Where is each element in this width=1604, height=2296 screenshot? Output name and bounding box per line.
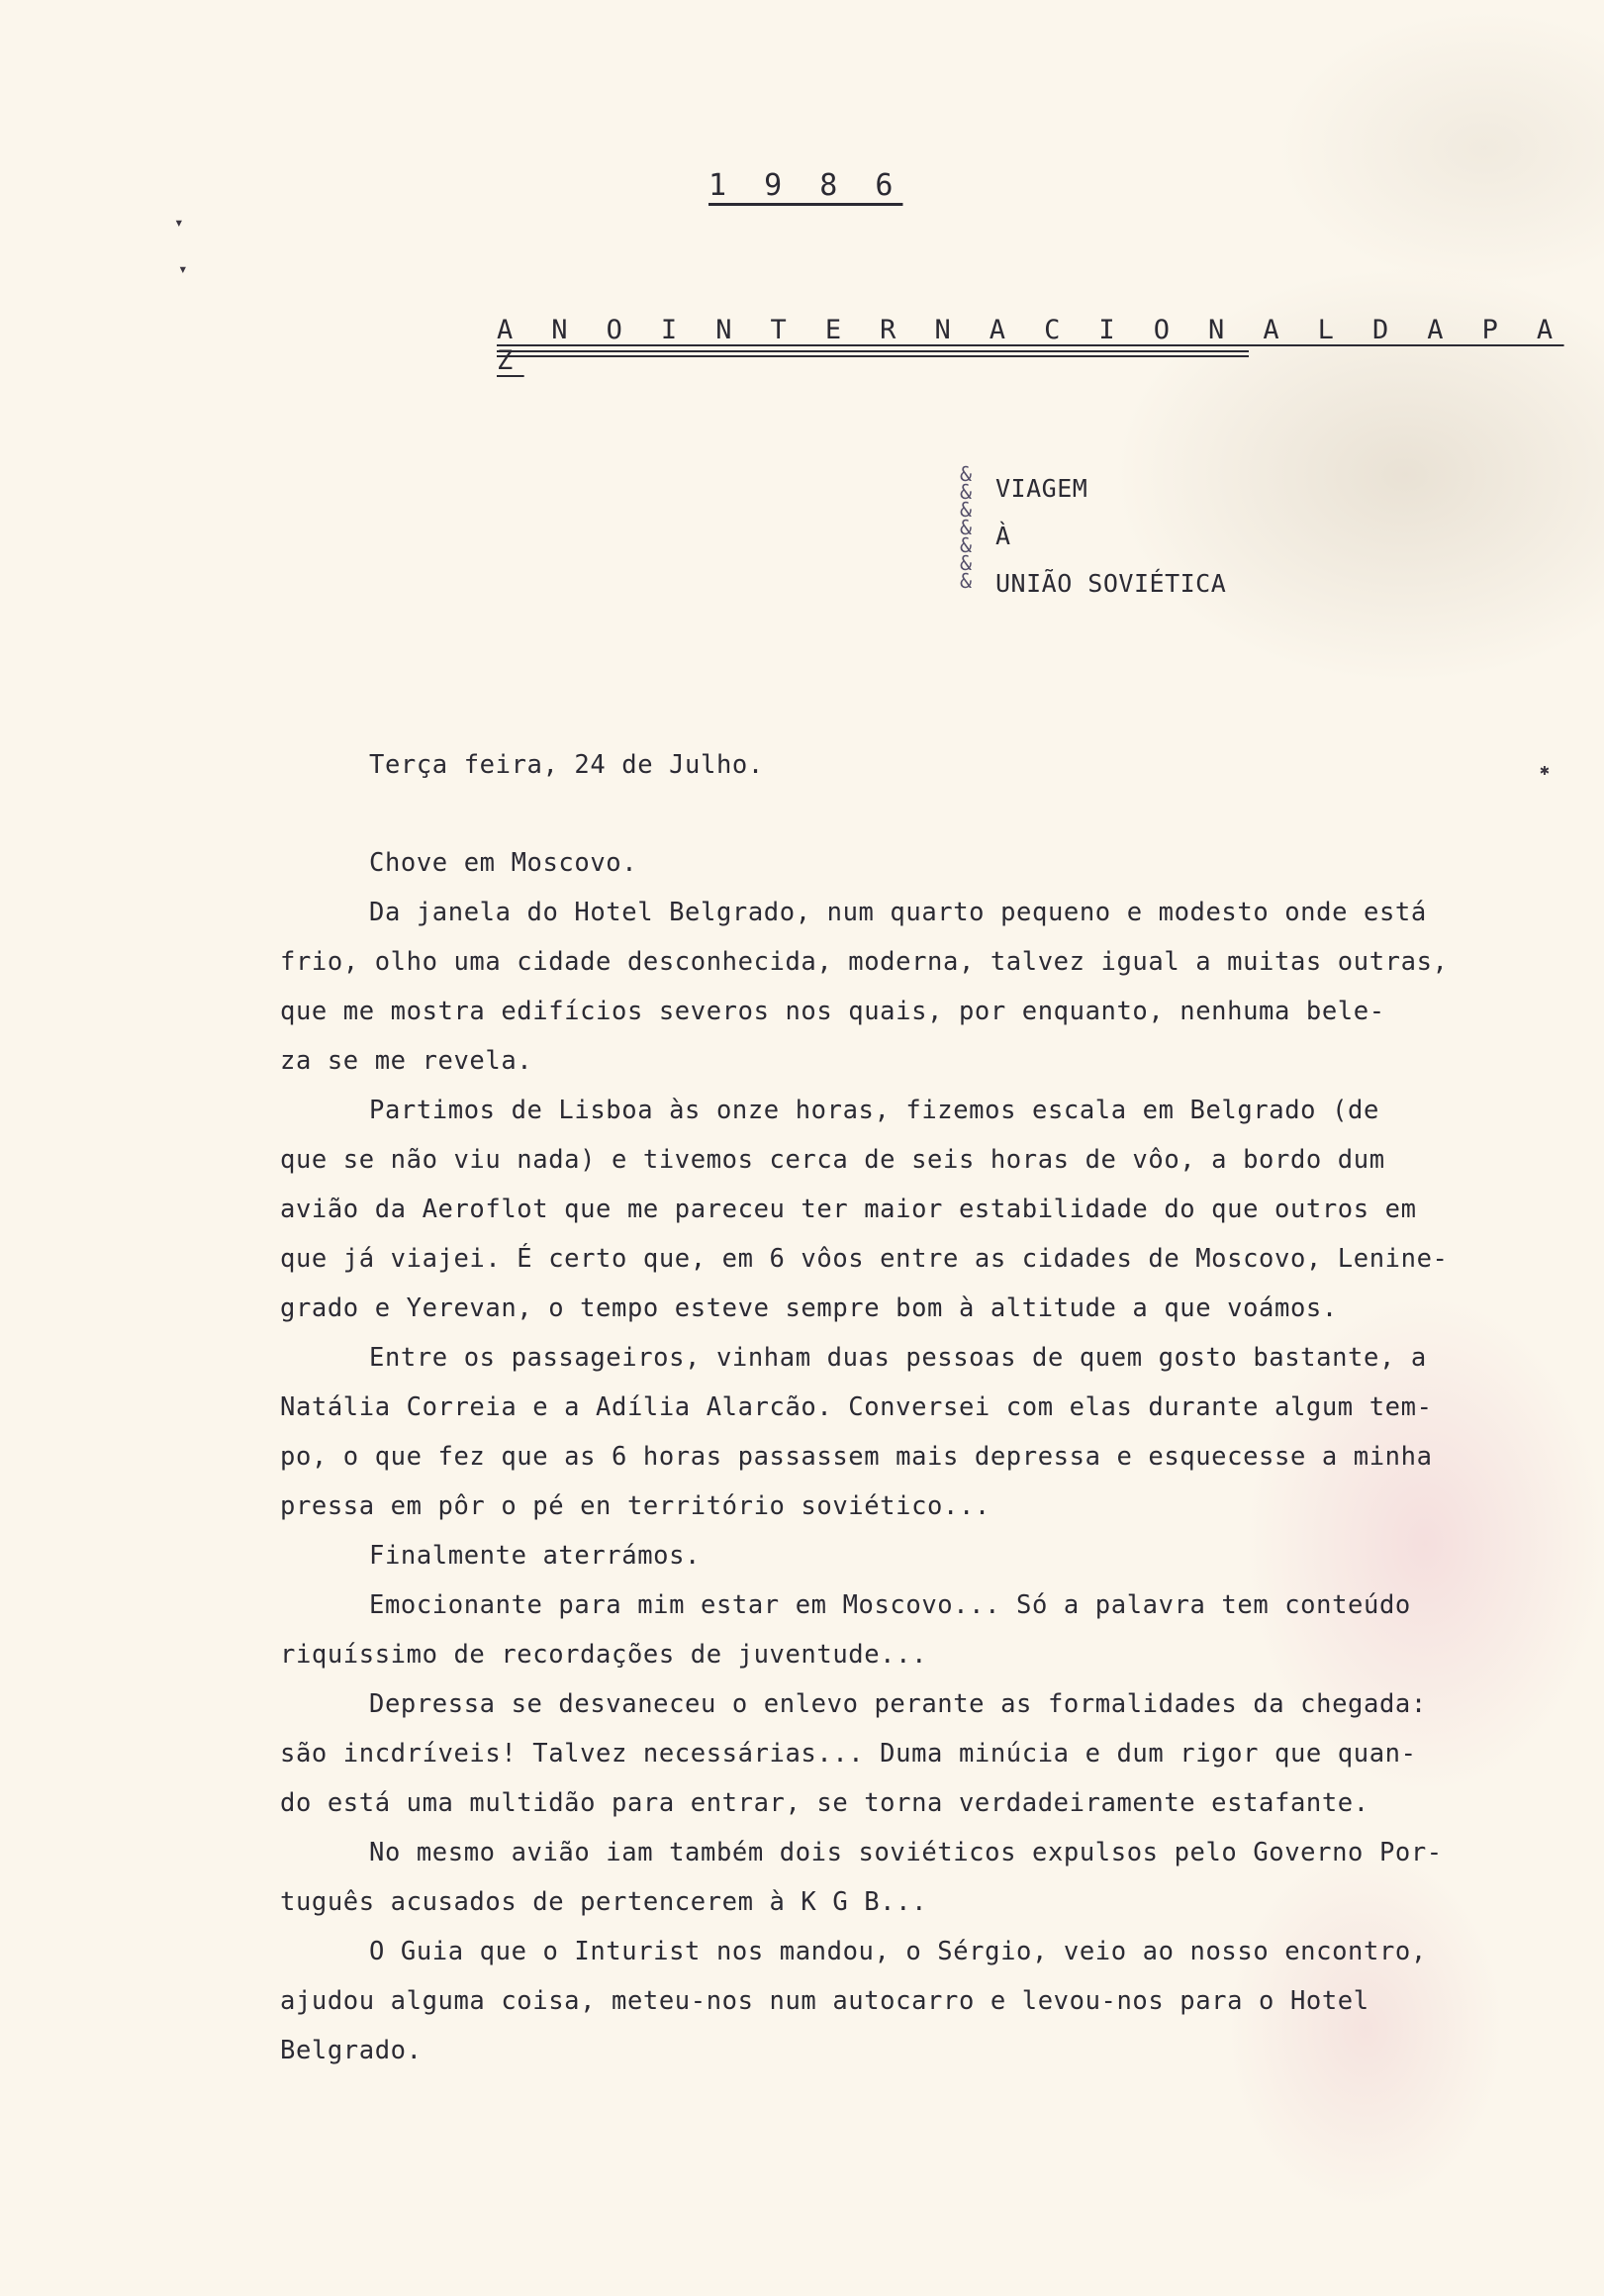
text-line: são incdríveis! Talvez necessárias... Duma minúcia e dum rigor que quan-	[280, 1739, 1417, 1769]
title-double-underline-top	[497, 350, 1249, 352]
text-line: que me mostra edifícios severos nos quais, por enquanto, nenhuma bele-	[280, 997, 1385, 1026]
subtitle-line: À	[995, 522, 1011, 550]
text-line: O Guia que o Inturist nos mandou, o Sérgio, veio ao nosso encontro,	[369, 1937, 1427, 1966]
text-line: za se me revela.	[280, 1046, 533, 1076]
text-line: do está uma multidão para entrar, se torna verdadeiramente estafante.	[280, 1788, 1369, 1818]
title-double-underline-bottom	[497, 355, 1249, 357]
text-line: Natália Correia e a Adília Alarcão. Conversei com elas durante algum tem-	[280, 1392, 1433, 1422]
text-line: tuguês acusados de pertencerem à K G B...	[280, 1887, 928, 1917]
text-line: avião da Aeroflot que me pareceu ter maior estabilidade do que outros em	[280, 1195, 1417, 1224]
text-line: que se não viu nada) e tivemos cerca de seis horas de vôo, a bordo dum	[280, 1145, 1385, 1175]
ink-speck: ▾	[178, 259, 188, 278]
document-title: A N O I N T E R N A C I O N A L D A P A Z	[497, 315, 1564, 376]
text-line: que já viajei. É certo que, em 6 vôos entre as cidades de Moscovo, Lenine-	[280, 1244, 1449, 1274]
text-line: Emocionante para mim estar em Moscovo... Só a palavra tem conteúdo	[369, 1590, 1411, 1620]
year-heading: 1 9 8 6	[708, 168, 903, 203]
subtitle-line: UNIÃO SOVIÉTICA	[995, 569, 1227, 598]
text-line: Entre os passageiros, vinham duas pessoas de quem gosto bastante, a	[369, 1343, 1427, 1373]
text-line: No mesmo avião iam também dois soviéticos expulsos pelo Governo Por-	[369, 1838, 1443, 1867]
text-line: pressa em pôr o pé en território soviético...	[280, 1491, 991, 1521]
text-line: Chove em Moscovo.	[369, 848, 638, 878]
text-line: frio, olho uma cidade desconhecida, moderna, talvez igual a muitas outras,	[280, 947, 1449, 977]
text-line: riquíssimo de recordações de juventude...	[280, 1640, 928, 1670]
text-line: Da janela do Hotel Belgrado, num quarto pequeno e modesto onde está	[369, 898, 1427, 927]
text-line: grado e Yerevan, o tempo esteve sempre bom à altitude a que voámos.	[280, 1293, 1338, 1323]
subtitle-line: VIAGEM	[995, 474, 1088, 503]
trip-subtitle	[995, 465, 1226, 608]
text-line: ajudou alguma coisa, meteu-nos num autocarro e levou-nos para o Hotel	[280, 1986, 1369, 2016]
struck-out-ampersands: & & & & & & &	[960, 465, 973, 593]
text-line: Partimos de Lisboa às onze horas, fizemos escala em Belgrado (de	[369, 1096, 1379, 1125]
text-line: po, o que fez que as 6 horas passassem mais depressa e esquecesse a minha	[280, 1442, 1433, 1472]
date-line: Terça feira, 24 de Julho.	[369, 750, 764, 780]
text-line: Depressa se desvaneceu o enlevo perante as formalidades da chegada:	[369, 1689, 1427, 1719]
text-line: Belgrado.	[280, 2036, 423, 2065]
ink-speck: ▾	[174, 213, 184, 232]
text-line: Finalmente aterrámos.	[369, 1541, 701, 1571]
ink-speck: ✱	[1540, 760, 1550, 779]
